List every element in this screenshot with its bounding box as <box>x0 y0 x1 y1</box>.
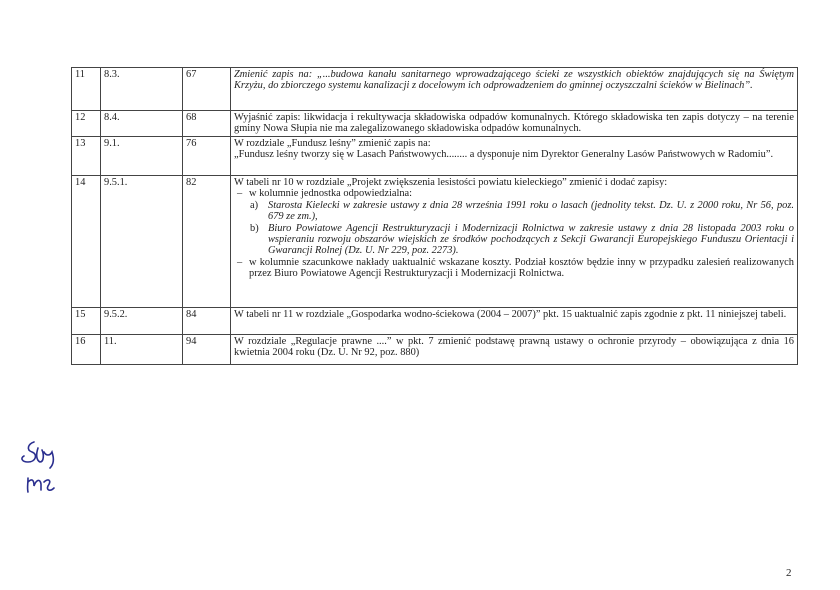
page-reference: 67 <box>183 68 231 111</box>
section-number: 9.5.2. <box>101 308 183 335</box>
table-row <box>72 137 798 176</box>
section-number: 9.5.1. <box>101 176 183 308</box>
table-row <box>72 176 798 308</box>
section-number: 8.4. <box>101 111 183 137</box>
amendment-intro: W tabeli nr 10 w rozdziale „Projekt zwiększenia lesistości powiatu kieleckiego” zmienić i dodać zapisy: <box>234 177 668 188</box>
amendment-text-line: W rozdziale „Fundusz leśny” zmienić zapis na: <box>234 138 431 149</box>
initials-signature-upper <box>22 442 53 468</box>
list-item <box>250 223 794 257</box>
section-number: 9.1. <box>101 137 183 176</box>
dash-marker: – <box>237 256 243 268</box>
list-item-text: Biuro Powiatowe Agencji Restrukturyzacji i Modernizacji Rolnictwa w zakresie ustawy z dnia 28 listopada 2003 roku o wspieraniu rozwoju obszarów wiejskich ze środków pochodzących z Sekcji Gwarancji Europejskiego Funduszu Orientacji i Gwarancji Rolnej (Dz. U. Nr 229, poz. 2273). <box>268 222 794 257</box>
section-number: 11. <box>101 335 183 365</box>
amendment-text: Zmienić zapis na: „...budowa kanału sanitarnego wprowadzającego ścieki ze wszystkich obiektów znajdujących się na Świętym Krzyżu, do zbiorczego systemu kanalizacji z docelowym ich odprowadzeniem do gminnej oczyszczalni ścieków w Bielinach”. <box>231 68 798 111</box>
amendment-text-line: „Fundusz leśny tworzy się w Lasach Państwowych........ a dysponuje nim Dyrektor Generalny Lasów Państwowych w Radomiu”. <box>234 149 774 161</box>
table-row <box>72 335 798 365</box>
page-reference: 84 <box>183 308 231 335</box>
dash-item-text: w kolumnie szacunkowe nakłady uaktualnić wskazane koszty. Podział kosztów będzie inny w przypadku zalesień realizowanych przez Biuro Powiatowe Agencji Restrukturyzacji i Modernizacji Rolnictwa. <box>249 256 794 280</box>
initials-signature-lower <box>28 478 54 492</box>
table-row <box>72 111 798 137</box>
page-reference: 82 <box>183 176 231 308</box>
dash-marker: – <box>237 188 243 200</box>
amendment-text: W tabeli nr 11 w rozdziale „Gospodarka wodno-ściekowa (2004 – 2007)” pkt. 15 uaktualnić zapis zgodnie z pkt. 11 niniejszej tabeli. <box>231 308 798 335</box>
list-marker: a) <box>250 199 259 211</box>
page-number: 2 <box>786 567 792 579</box>
row-number: 13 <box>72 137 101 176</box>
page-reference: 94 <box>183 335 231 365</box>
list-item-text: Starosta Kielecki w zakresie ustawy z dnia 28 września 1991 roku o lasach (jednolity tekst. Dz. U. z 2000 roku, Nr 56, poz. 679 ze zm.), <box>268 199 794 223</box>
row-number: 16 <box>72 335 101 365</box>
page-reference: 76 <box>183 137 231 176</box>
row-number: 14 <box>72 176 101 308</box>
section-number: 8.3. <box>101 68 183 111</box>
dash-item-text: w kolumnie jednostka odpowiedzialna: <box>249 188 413 200</box>
list-item <box>250 200 794 223</box>
row-number: 11 <box>72 68 101 111</box>
amendment-text: W rozdziale „Regulacje prawne ....” w pkt. 7 zmienić podstawę prawną ustawy o ochronie przyrody – obowiązująca z dnia 16 kwietnia 2004 roku (Dz. U. Nr 92, poz. 880) <box>231 335 798 365</box>
amendment-text: Wyjaśnić zapis: likwidacja i rekultywacja składowiska odpadów komunalnych. Którego składowiska ten zapis dotyczy – na terenie gminy Nowa Słupia nie ma zalegalizowanego składowiska odpadów komunalnych. <box>231 111 798 137</box>
table-row <box>72 68 798 111</box>
amendments-table <box>71 67 798 365</box>
dash-item <box>234 257 794 280</box>
handwritten-initials <box>14 440 74 500</box>
amendment-cell <box>231 137 798 176</box>
table-row <box>72 308 798 335</box>
list-marker: b) <box>250 222 259 234</box>
row-number: 15 <box>72 308 101 335</box>
dash-item <box>234 188 794 199</box>
amendment-cell <box>231 176 798 308</box>
row-number: 12 <box>72 111 101 137</box>
page-reference: 68 <box>183 111 231 137</box>
